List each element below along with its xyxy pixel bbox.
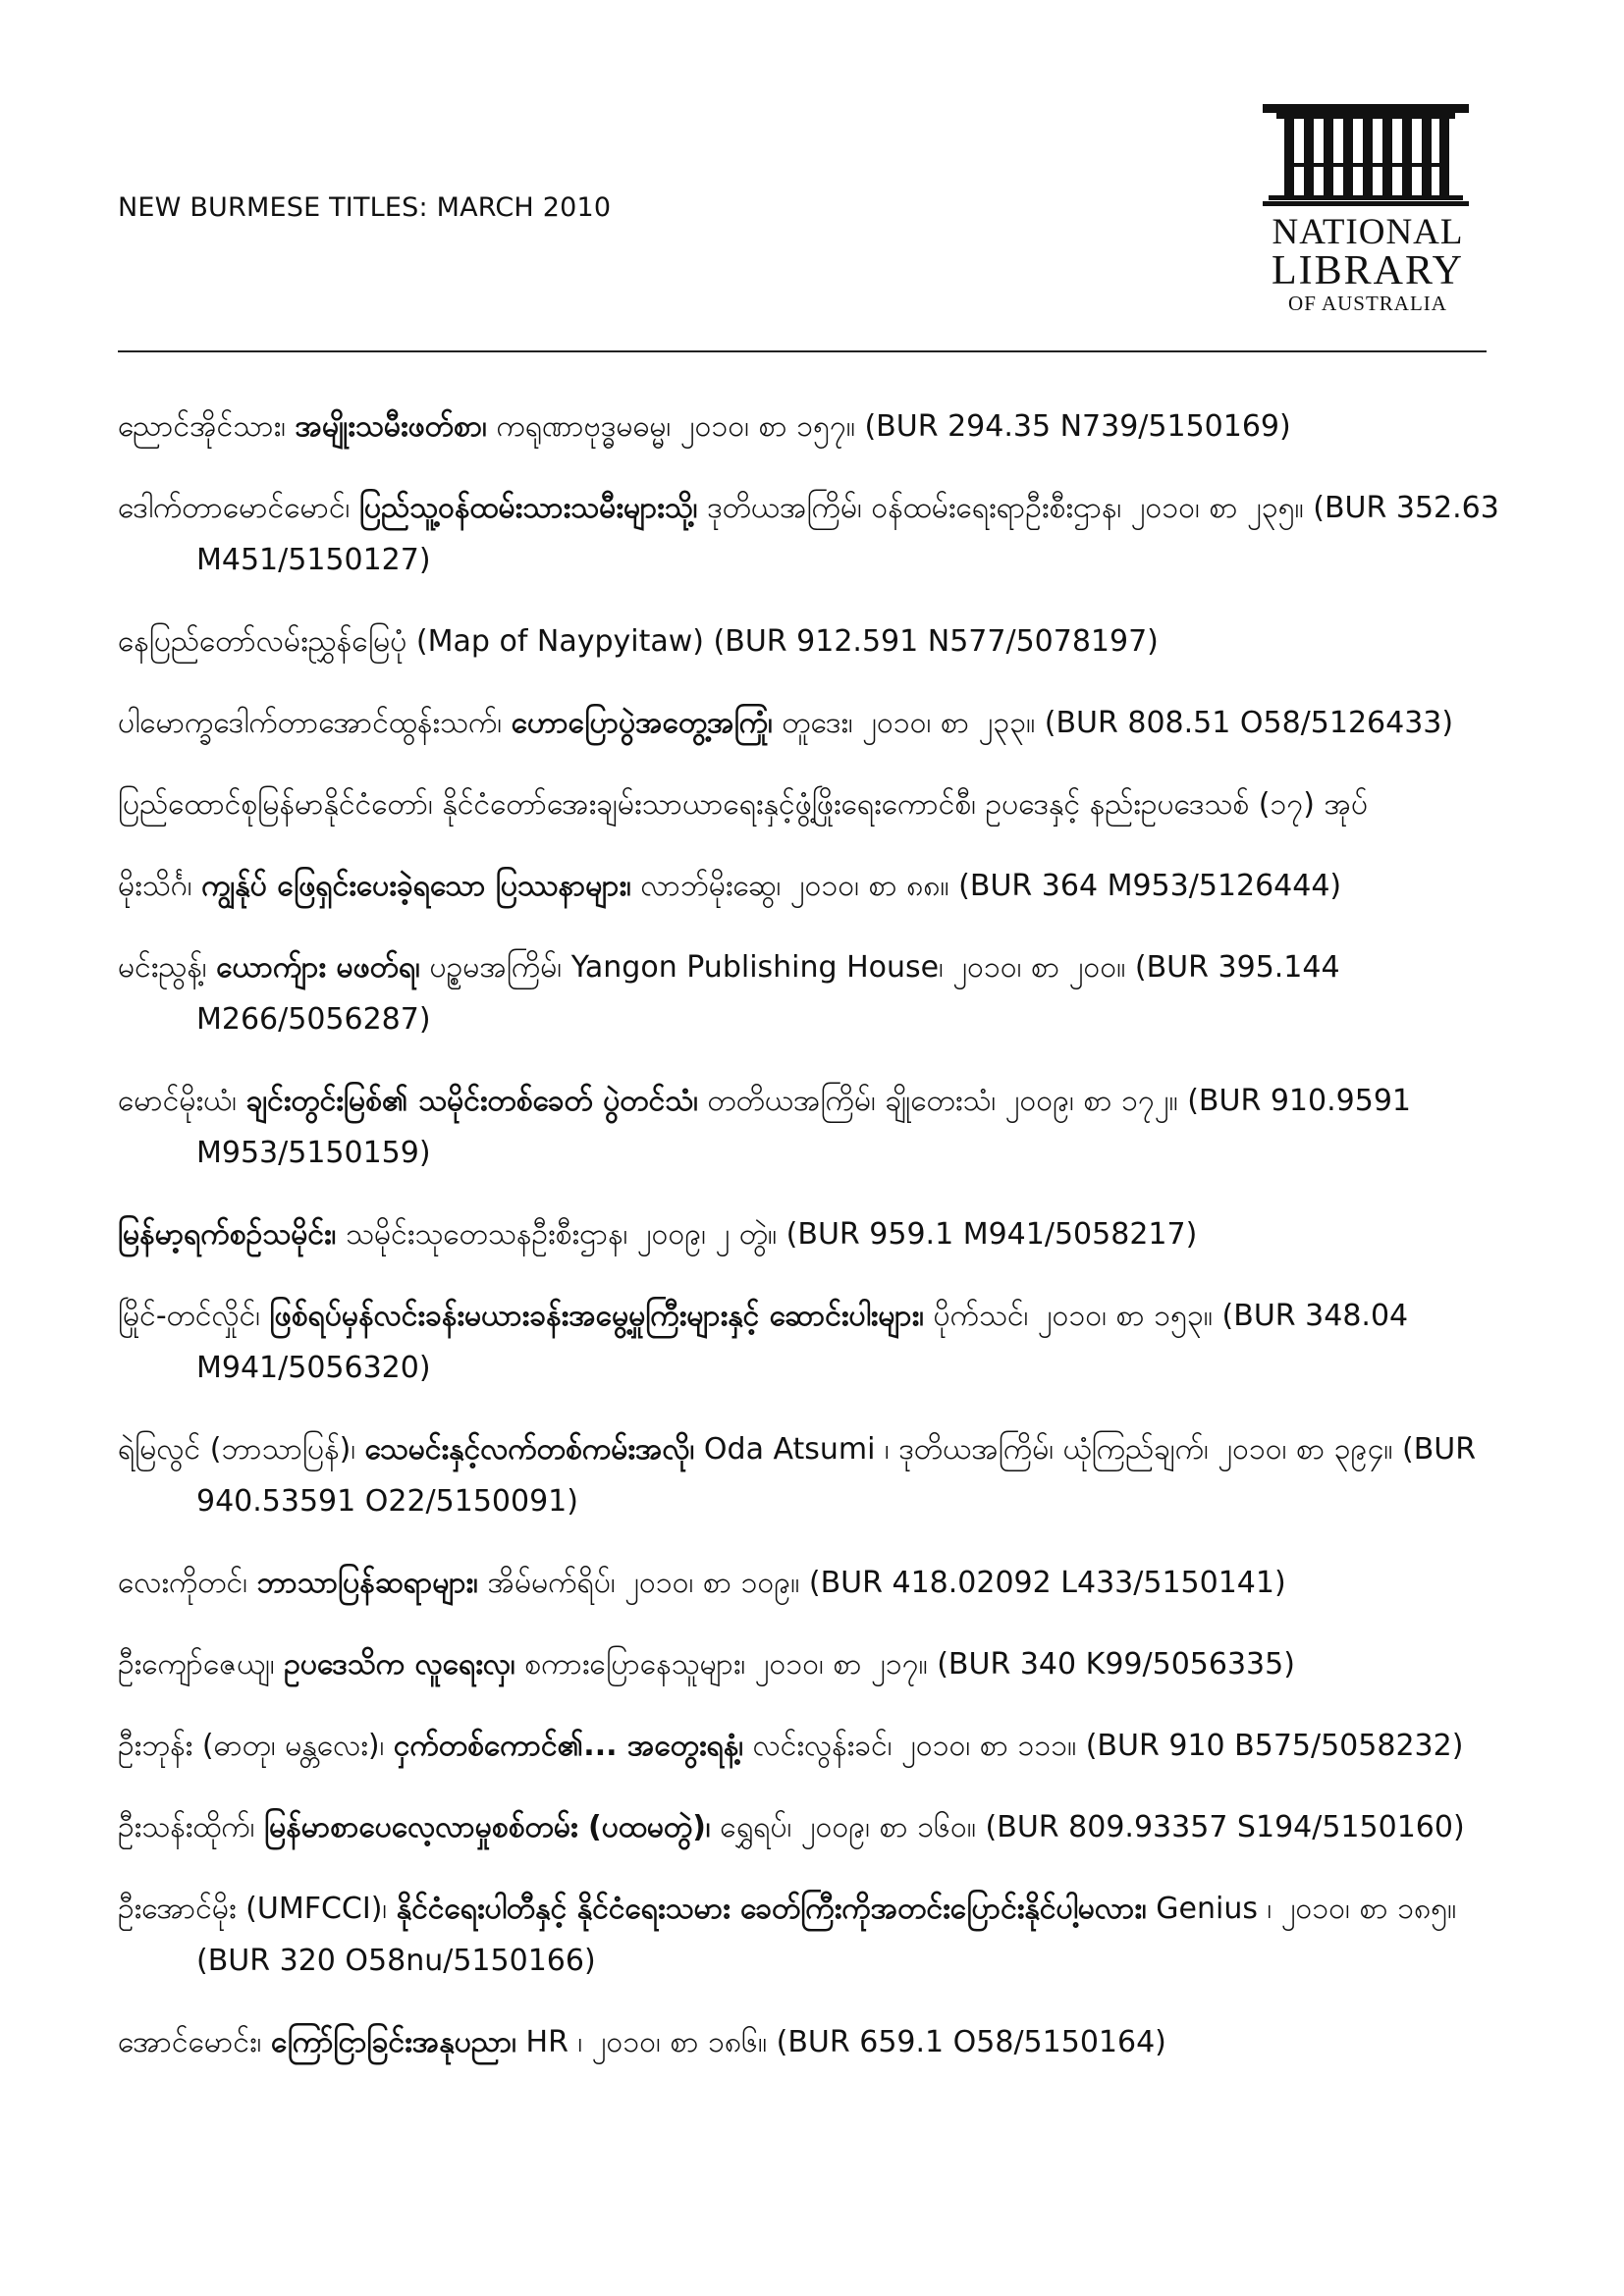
book-title: မြန်မာ့ရက်စဉ်သမိုင်း၊ <box>118 1217 337 1252</box>
list-item: လေးကိုတင်၊ ဘာသာပြန်ဆရာများ၊ အိမ်မက်ရိပ်၊ ၂၀၁၀၊ စာ ၁၀၉။ (BUR 418.02092 L433/5150141) <box>118 1566 1286 1600</box>
list-item: ဦးသန်းထိုက်၊ မြန်မာစာပေလေ့လာမှုစစ်တမ်း (ပထမတွဲ)၊ ရွှေရပ်၊ ၂၀၀၉၊ စာ ၁၆၀။ (BUR 809.93357 S194/5150160) <box>118 1810 1465 1844</box>
book-title: ဥပဒေသိက လူရေးလှ၊ <box>284 1647 515 1682</box>
list-item: မိုးသိင်္ဂ၊ ကျွန်ုပ် ဖြေရှင်းပေးခဲ့ရသော ပြဿနာများ၊ လာဘ်မိုးဆွေ၊ ၂၀၁၀၊ စာ ၈၈။ (BUR 364 M953/5126444) <box>118 869 1342 903</box>
logo-line-national: NATIONAL <box>1272 212 1464 252</box>
book-title: ယောက်ျား မဖတ်ရ၊ <box>216 950 420 985</box>
list-item: မြန်မာ့ရက်စဉ်သမိုင်း၊ သမိုင်းသုတေသနဦးစီးဌာန၊ ၂၀၀၉၊ ၂ တွဲ။ (BUR 959.1 M941/5058217) <box>118 1217 1198 1252</box>
list-item: ညောင်အိုင်သား၊ အမျိုးသမီးဖတ်စာ၊ ကရုဏာဗုဒ္ဓမဓမ္မ၊ ၂၀၁၀၊ စာ ၁၅၇။ (BUR 294.35 N739/5150169) <box>118 409 1291 444</box>
list-item: ရဲမြလွင် (ဘာသာပြန်)၊ သေမင်းနှင့်လက်တစ်ကမ်းအလို၊ Oda Atsumi ၊ ဒုတိယအကြိမ်၊ ယုံကြည်ချက်၊ ၂၀၁၀၊ စာ ၃၉၄။ (BUR 940.53591 O22/5150091) <box>118 1432 1477 1519</box>
logo-wordmark <box>1245 214 1490 314</box>
list-item: ပါမောက္ခဒေါက်တာအောင်ထွန်းသက်၊ ဟောပြောပွဲအတွေ့အကြုံ၊ တူဒေး၊ ၂၀၁၀၊ စာ ၂၃၃။ (BUR 808.51 O58/5126433) <box>118 706 1454 740</box>
list-item: မြိုင်-တင်လှိုင်၊ ဖြစ်ရပ်မှန်လင်းခန်းမယားခန်းအမွေ့မှုကြီးများနှင့် ဆောင်းပါးများ၊ ပိုက်သင်၊ ၂၀၁၀၊ စာ ၁၅၃။ (BUR 348.04 M941/5056320) <box>118 1299 1409 1385</box>
logo-line-library: LIBRARY <box>1271 248 1465 294</box>
library-building-icon <box>1263 104 1469 206</box>
logo-line-of-australia: OF AUSTRALIA <box>1288 292 1447 315</box>
list-item: ဦးအောင်မိုး (UMFCCI)၊ နိုင်ငံရေးပါတီနှင့် နိုင်ငံရေးသမား ခေတ်ကြီးကိုအတင်းပြောင်းနိုင်ပါ့မလား၊ Genius ၊ ၂၀၁၀၊ စာ ၁၈၅။ (BUR 320 O58nu/5150166) <box>118 1892 1457 1978</box>
document-title: NEW BURMESE TITLES: MARCH 2010 <box>118 192 612 223</box>
list-item: ဦးဘုန်း (ဓာတု၊ မန္တလေး)၊ ငှက်တစ်ကောင်၏... အတွေးရနံ့၊ လင်းလွန်းခင်၊ ၂၀၁၀၊ စာ ၁၁၁။ (BUR 910 B575/5058232) <box>118 1729 1464 1763</box>
list-item: ဦးကျော်ဇေယျ၊ ဥပဒေသိက လူရေးလှ၊ စကားပြောနေသူများ၊ ၂၀၁၀၊ စာ ၂၁၇။ (BUR 340 K99/5056335) <box>118 1647 1295 1682</box>
nla-logo <box>1245 104 1490 340</box>
title-list <box>118 371 1512 2080</box>
list-item: ဒေါက်တာမောင်မောင်၊ ပြည်သူ့ဝန်ထမ်းသားသမီးများသို့၊ ဒုတိယအကြိမ်၊ ဝန်ထမ်းရေးရာဦးစီးဌာန၊ ၂၀၁၀၊ စာ ၂၃၅။ (BUR 352.63 M451/5150127) <box>118 491 1499 577</box>
book-title: သေမင်းနှင့်လက်တစ်ကမ်းအလို၊ <box>364 1432 695 1467</box>
book-title: ငှက်တစ်ကောင်၏... အတွေးရနံ့၊ <box>393 1729 744 1763</box>
book-title: ပြည်သူ့ဝန်ထမ်းသားသမီးများသို့၊ <box>358 491 698 525</box>
book-title: ဟောပြောပွဲအတွေ့အကြုံ၊ <box>511 706 773 740</box>
list-item: မင်းညွန့်၊ ယောက်ျား မဖတ်ရ၊ ပဥ္စမအကြိမ်၊ Yangon Publishing House၊ ၂၀၁၀၊ စာ ၂၀၀။ (BUR 395.144 M266/5056287) <box>118 950 1340 1037</box>
list-item: ပြည်ထောင်စုမြန်မာနိုင်ငံတော်၊ နိုင်ငံတော်အေးချမ်းသာယာရေးနှင့်ဖွံ့ဖြိုးရေးကောင်စီ၊ ဥပဒေနှင့် နည်းဥပဒေသစ် (၁၇) အုပ် <box>118 787 1369 822</box>
book-title: ဖြစ်ရပ်မှန်လင်းခန်းမယားခန်းအမွေ့မှုကြီးများနှင့် ဆောင်းပါးများ၊ <box>269 1299 924 1333</box>
list-item: အောင်မောင်း၊ ကြော်ငြာခြင်းအနုပညာ၊ HR ၊ ၂၀၁၀၊ စာ ၁၈၆။ (BUR 659.1 O58/5150164) <box>118 2025 1166 2059</box>
list-item: မောင်မိုးယံ၊ ချင်းတွင်းမြစ်၏ သမိုင်းတစ်ခေတ် ပွဲတင်သံ၊ တတိယအကြိမ်၊ ချိုတေးသံ၊ ၂၀၀၉၊ စာ ၁၇၂။ (BUR 910.9591 M953/5150159) <box>118 1084 1411 1170</box>
book-title: အမျိုးသမီးဖတ်စာ၊ <box>295 409 487 444</box>
list-item: နေပြည်တော်လမ်းညွှန်မြေပုံ (Map of Naypyitaw) (BUR 912.591 N577/5078197) <box>118 624 1159 659</box>
book-title: ဘာသာပြန်ဆရာများ၊ <box>256 1566 478 1600</box>
book-title: ကျွန်ုပ် ဖြေရှင်းပေးခဲ့ရသော ပြဿနာများ၊ <box>201 869 631 903</box>
header-divider <box>118 350 1487 352</box>
book-title: ချင်းတွင်းမြစ်၏ သမိုင်းတစ်ခေတ် ပွဲတင်သံ၊ <box>245 1084 698 1118</box>
book-title: နိုင်ငံရေးပါတီနှင့် နိုင်ငံရေးသမား ခေတ်ကြီးကိုအတင်းပြောင်းနိုင်ပါ့မလား၊ <box>396 1892 1147 1926</box>
book-title: ကြော်ငြာခြင်းအနုပညာ၊ <box>270 2025 516 2059</box>
book-title: မြန်မာစာပေလေ့လာမှုစစ်တမ်း (ပထမတွဲ)၊ <box>264 1810 711 1844</box>
